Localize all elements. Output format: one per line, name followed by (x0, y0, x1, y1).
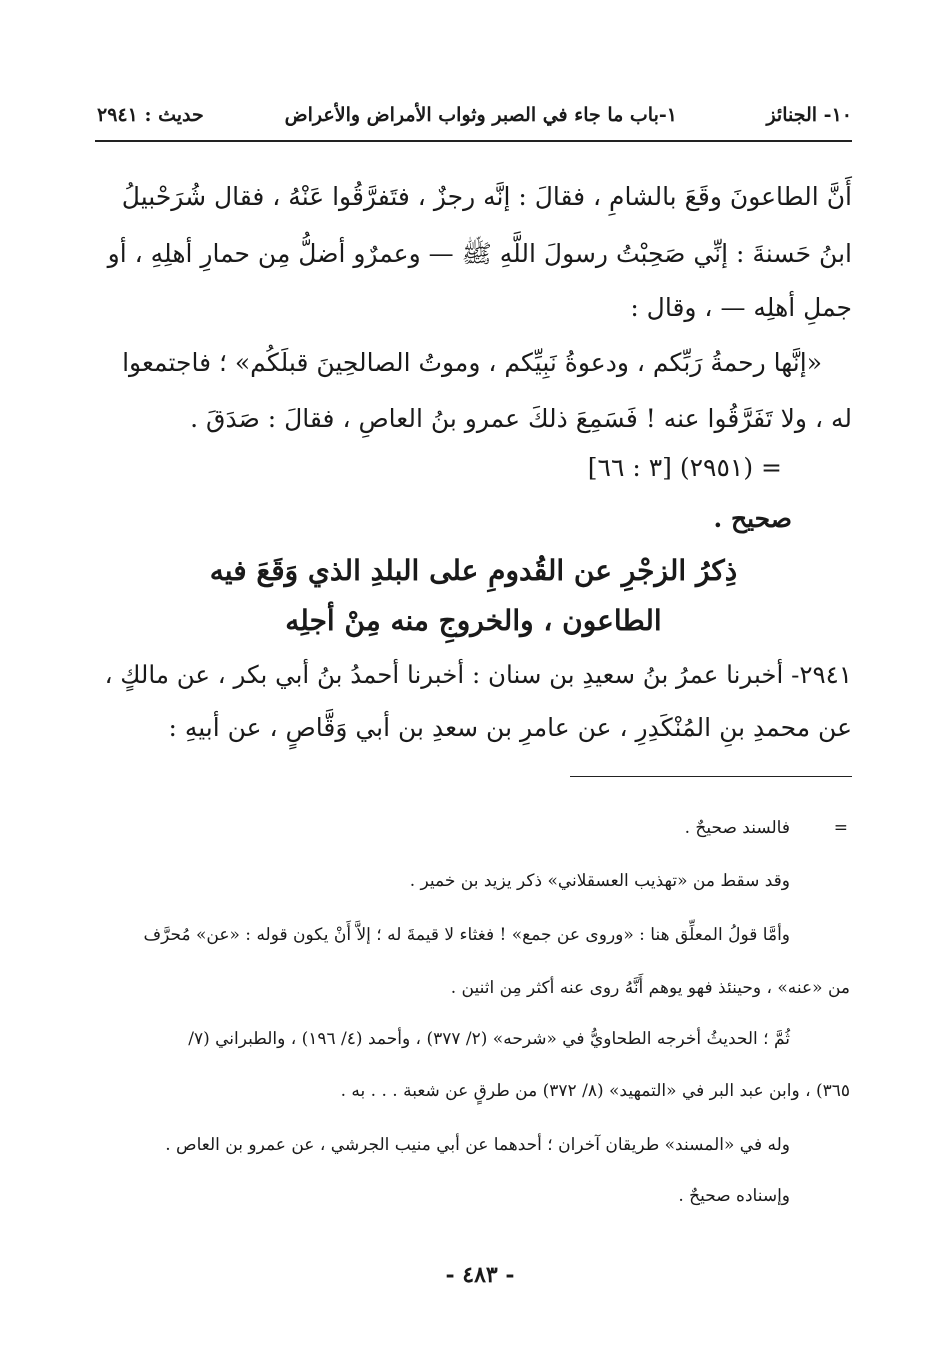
grading-label: صحيح . (713, 504, 792, 533)
footnote-continuation-mark: = (833, 818, 848, 838)
header-section-title: ١-باب ما جاء في الصبر وثواب الأمراض والأعراض (284, 104, 677, 126)
footnote-line: وله في «المسند» طريقان آخران ؛ أحدهما عن أبي منيب الجرشي ، عن عمرو بن العاص . (165, 1135, 790, 1155)
footnote-line: من «عنه» ، وحينئذ فهو يوهم أَنَّهُ روى عنه أكثر مِن اثنين . (450, 978, 850, 998)
footnote-line: ثُمَّ ؛ الحديثُ أخرجه الطحاويُّ في «شرحه» (٢/ ٣٧٧) ، وأحمد (٤/ ١٩٦) ، والطبراني (٧/ (188, 1029, 790, 1049)
text-line: جملِ أهلِه — ، وقال : (630, 293, 852, 322)
page-number: - ٤٨٣ - (445, 1262, 515, 1288)
footnote-line: وقد سقط من «تهذيب العسقلاني» ذكر يزيد بن خمير . (409, 871, 790, 891)
text-line: «إنَّها رحمةُ رَبِّكم ، ودعوةُ نَبِيِّكم ، وموتُ الصالحِينَ قبلَكُم» ؛ فاجتمعوا (122, 348, 822, 377)
text-line: أَنَّ الطاعونَ وقَعَ بالشامِ ، فقالَ : إنَّه رجزٌ ، فتَفرَّقُوا عَنْهُ ، فقال شُرَحْبيلُ (121, 182, 852, 211)
footnote-line: وإسناده صحيحٌ . (678, 1186, 790, 1206)
footnote-line: فالسند صحيحٌ . (684, 818, 790, 838)
header-hadith-ref: حديث : ٢٩٤١ (97, 104, 204, 126)
footnote-divider (570, 776, 852, 777)
hadith-chain-line: ٢٩٤١- أخبرنا عمرُ بنُ سعيدِ بن سنان : أخبرنا أحمدُ بنُ أبي بكر ، عن مالكٍ ، (104, 660, 852, 689)
hadith-cross-reference: = (٢٩٥١) [٣ : ٦٦] (587, 453, 782, 482)
chapter-heading-line: الطاعون ، والخروجِ منه مِنْ أجلِه (285, 604, 662, 637)
footnote-line: ٣٦٥) ، وابن عبد البر في «التمهيد» (٨/ ٣٧٢) من طرقٍ عن شعبة . . . به . (340, 1081, 850, 1101)
hadith-chain-line: عن محمدِ بنِ المُنْكَدِرِ ، عن عامرِ بن سعدِ بن أبي وَقَّاصٍ ، عن أبيهِ : (168, 713, 852, 742)
text-line: له ، ولا تَفَرَّقُوا عنه ! فَسَمِعَ ذلكَ عمرو بنُ العاصِ ، فقالَ : صَدَقَ . (190, 404, 852, 433)
header-chapter: ١٠- الجنائز (766, 104, 852, 126)
text-line: ابنُ حَسنةَ : إنِّي صَحِبْتُ رسولَ اللَّهِ ﷺ — وعمرٌو أضلُّ مِن حمارِ أهلِهِ ، أو (107, 239, 852, 268)
chapter-heading-line: ذِكرُ الزجْرِ عن القُدومِ على البلدِ الذي وَقَعَ فيه (209, 554, 738, 587)
header-divider (95, 140, 852, 142)
footnote-line: وأمَّا قولُ المعلِّق هنا : «وروى عن جمع» ! فغثاء لا قيمةَ له ؛ إلاَّ أَنْ يكون قوله : «عن» مُحرَّف (143, 925, 790, 945)
